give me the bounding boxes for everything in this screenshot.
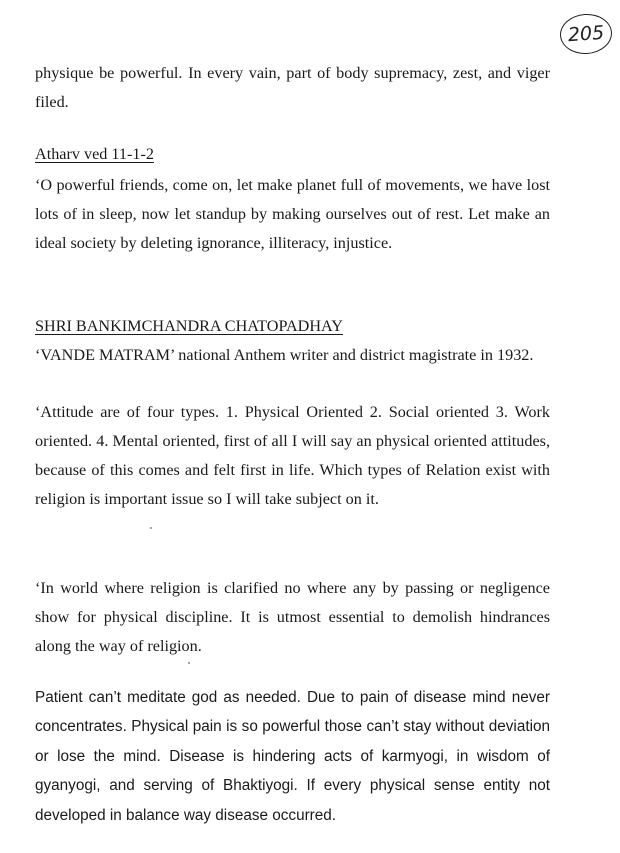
paragraph-physique: physique be powerful. In every vain, part of body supremacy, zest, and viger filed. — [35, 64, 550, 111]
paragraph-vande-matram: ‘VANDE MATRAM’ national Anthem writer and district magistrate in 1932. — [35, 346, 534, 364]
paragraph-disease: Patient can’t meditate god as needed. Due to pain of disease mind never concentrates. Physical pain is so powerful those can’t stay without deviation or lose the mind. Disease is hindering acts of karmyogi, in wisdom of gyanyogi, and serving of Bhaktiyogi. If every physical sense entity not developed in balance way disease occurred. — [35, 689, 550, 824]
paragraph-religion-discipline: ‘In world where religion is clarified no where any by passing or negligence show for physical discipline. It is utmost essential to demolish hindrances along the way of religion. — [35, 579, 550, 655]
heading-bankimchandra: SHRI BANKIMCHANDRA CHATOPADHAY — [35, 317, 343, 335]
handwritten-page-number: 205 — [559, 12, 614, 56]
scan-speck — [150, 527, 152, 529]
paragraph-atharv-quote: ‘O powerful friends, come on, let make planet full of movements, we have lost lots of in sleep, now let standup by making ourselves out of rest. Let make an ideal society by deleting ignorance, illiteracy, injustice. — [35, 176, 550, 252]
paragraph-attitude-types: ‘Attitude are of four types. 1. Physical Oriented 2. Social oriented 3. Work oriented. 4. Mental oriented, first of all I will say an physical oriented attitudes, because of this comes and felt first in life. Which types of Relation exist with religion is important issue so I will take subject on it. — [35, 403, 550, 508]
scan-speck — [188, 662, 190, 664]
heading-atharv-ved: Atharv ved 11-1-2 — [35, 145, 154, 163]
